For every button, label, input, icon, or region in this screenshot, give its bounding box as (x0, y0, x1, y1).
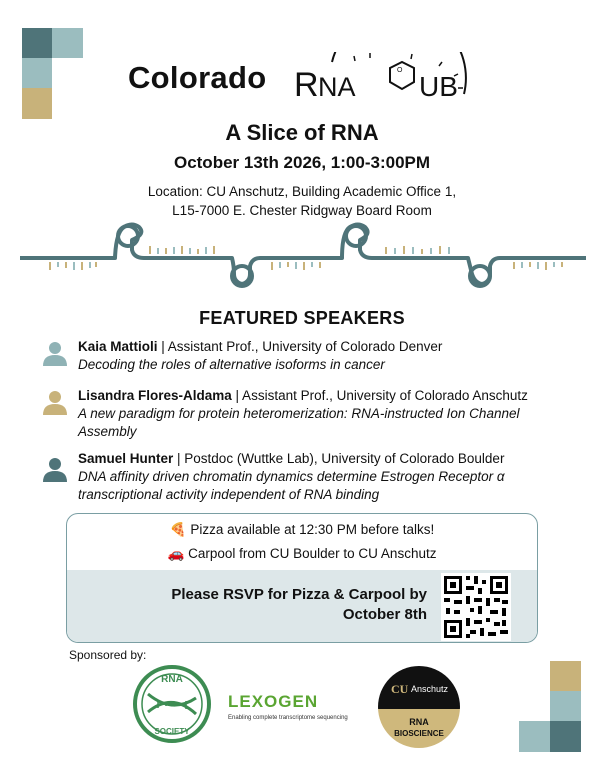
svg-text:UB: UB (419, 71, 458, 102)
cu-bioscience-text: BIOSCIENCE (394, 729, 444, 738)
speaker-text (78, 338, 578, 374)
info-box (66, 513, 538, 643)
rsvp-line-1: Please RSVP for Pizza & Carpool by (171, 586, 427, 603)
rna-club-logo (292, 52, 472, 110)
person-icon (42, 389, 68, 415)
lexogen-tagline: Enabling complete transcriptome sequencing (228, 715, 348, 721)
talk-title: Decoding the roles of alternative isoforms in cancer (78, 357, 385, 372)
lexogen-name: LEXOGEN (228, 692, 319, 711)
cu-anschutz-rna-bioscience-logo (377, 665, 461, 749)
corner-square-bottom-right-4 (550, 721, 581, 752)
location-line-1: Location: CU Anschutz, Building Academic Office 1, (147, 184, 457, 199)
featured-speakers-heading: FEATURED SPEAKERS (199, 308, 405, 328)
lexogen-logo (226, 690, 354, 724)
speaker-text (78, 450, 578, 504)
corner-square-top-left-2 (52, 28, 83, 58)
event-subtitle: A Slice of RNA (225, 120, 379, 145)
page-title: Colorado (128, 60, 267, 95)
corner-square-top-left-3 (22, 58, 52, 88)
speaker-name: Lisandra Flores-Aldama (78, 388, 232, 403)
corner-square-top-left-4 (22, 88, 52, 119)
rna-strand-decoration (20, 222, 586, 300)
svg-text:O: O (397, 67, 403, 74)
cu-rna-text: RNA (409, 717, 429, 727)
person-icon (42, 456, 68, 482)
speaker-affiliation: | Assistant Prof., University of Colorado Anschutz (231, 388, 528, 403)
svg-text:NA: NA (318, 72, 356, 102)
rsvp-panel (67, 570, 537, 642)
event-date: October 13th 2026, 1:00-3:00PM (173, 153, 431, 172)
cu-logo-mark: CU (391, 682, 409, 696)
speaker-affiliation: | Assistant Prof., University of Colorado Denver (157, 339, 443, 354)
club-logo-text: R (294, 66, 319, 104)
corner-square-bottom-right-2 (550, 691, 581, 721)
cu-anschutz-text: Anschutz (411, 684, 449, 694)
corner-square-bottom-right-1 (550, 661, 581, 691)
carpool-note (67, 546, 537, 562)
car-icon: 🚗 (167, 546, 185, 561)
speaker-affiliation: | Postdoc (Wuttke Lab), University of Colorado Boulder (173, 451, 505, 466)
speaker-text (78, 387, 578, 441)
speaker-name: Kaia Mattioli (78, 339, 158, 354)
corner-square-bottom-right-3 (519, 721, 550, 752)
carpool-text: Carpool from CU Boulder to CU Anschutz (188, 546, 437, 561)
rsvp-line-2: October 8th (342, 606, 427, 623)
qr-code-icon[interactable] (441, 573, 511, 641)
talk-title: DNA affinity driven chromatin dynamics determine Estrogen Receptor α transcriptional activity independent of RNA binding (78, 469, 505, 502)
pizza-note (67, 522, 537, 538)
talk-title: A new paradigm for protein heteromerization: RNA-instructed Ion Channel Assembly (78, 406, 520, 439)
rna-society-top-text: RNA (161, 674, 183, 685)
info-box-top (67, 514, 537, 570)
pizza-text: Pizza available at 12:30 PM before talks! (190, 522, 435, 537)
corner-square-top-left-1 (22, 28, 52, 58)
location-line-2: L15-7000 E. Chester Ridgway Board Room (172, 203, 432, 218)
person-icon (42, 340, 68, 366)
event-location (0, 182, 604, 220)
rna-society-bottom-text: SOCIETY (154, 727, 190, 736)
rsvp-text (127, 585, 427, 625)
rna-society-logo (132, 664, 212, 744)
speaker-name: Samuel Hunter (78, 451, 174, 466)
sponsored-by-label: Sponsored by: (69, 648, 147, 662)
pizza-icon: 🍕 (169, 522, 187, 537)
